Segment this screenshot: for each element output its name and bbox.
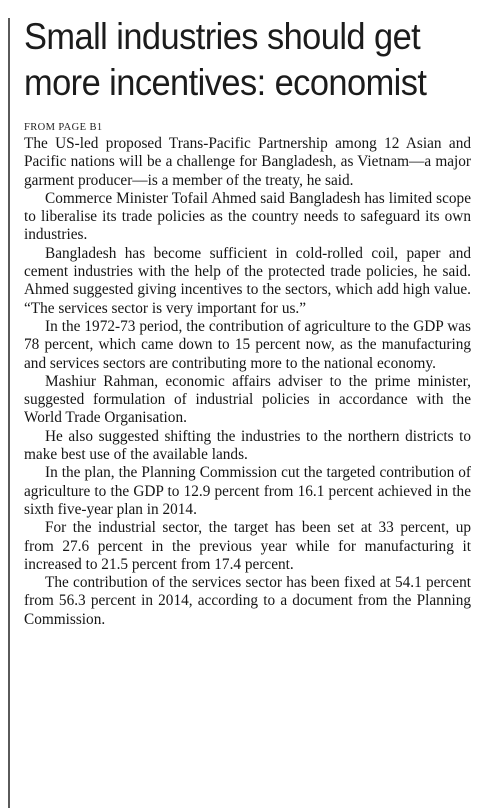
- headline-line-2: more incentives: economist: [24, 62, 427, 103]
- paragraph: For the industrial sector, the target has been set at 33 percent, up from 27.6 percent in the previous year while for manufacturing it increased to 21.5 percent from 17.4 percent.: [24, 519, 471, 573]
- paragraph: He also suggested shifting the industries to the northern districts to make best use of the available lands.: [24, 427, 471, 464]
- paragraph: Mashiur Rahman, economic affairs adviser to the prime minister, suggested formulation of industrial policies in accordance with the World Trade Organisation.: [24, 372, 471, 427]
- column-rule: [8, 18, 10, 808]
- news-article: [24, 14, 471, 629]
- paragraph: In the 1972-73 period, the contribution of agriculture to the GDP was 78 percent, which came down to 15 percent now, as the manufacturing and services sectors are contributing more to the national economy.: [24, 317, 471, 372]
- headline: [24, 14, 440, 106]
- article-body: [24, 135, 471, 629]
- headline-line-1: Small industries should get: [24, 16, 421, 57]
- paragraph: The contribution of the services sector has been fixed at 54.1 percent from 56.3 percent in 2014, according to a document from the Planning Commission.: [24, 574, 471, 628]
- paragraph: Commerce Minister Tofail Ahmed said Bangladesh has limited scope to liberalise its trade policies as the country needs to safeguard its own industries.: [24, 189, 471, 244]
- paragraph: The US-led proposed Trans-Pacific Partnership among 12 Asian and Pacific nations will be a challenge for Bangladesh, as Vietnam—a major garment producer—is a member of the treaty, he said.: [24, 135, 471, 189]
- paragraph: In the plan, the Planning Commission cut the targeted contribution of agriculture to the GDP to 12.9 percent from 16.1 percent achieved in the sixth five-year plan in 2014.: [24, 464, 471, 518]
- continued-from-label: FROM PAGE B1: [24, 122, 103, 133]
- paragraph: Bangladesh has become sufficient in cold-rolled coil, paper and cement industries with the help of the protected trade policies, he said. Ahmed suggested giving incentives to the sectors, which add high value. “The services sector is very important for us.”: [24, 244, 471, 317]
